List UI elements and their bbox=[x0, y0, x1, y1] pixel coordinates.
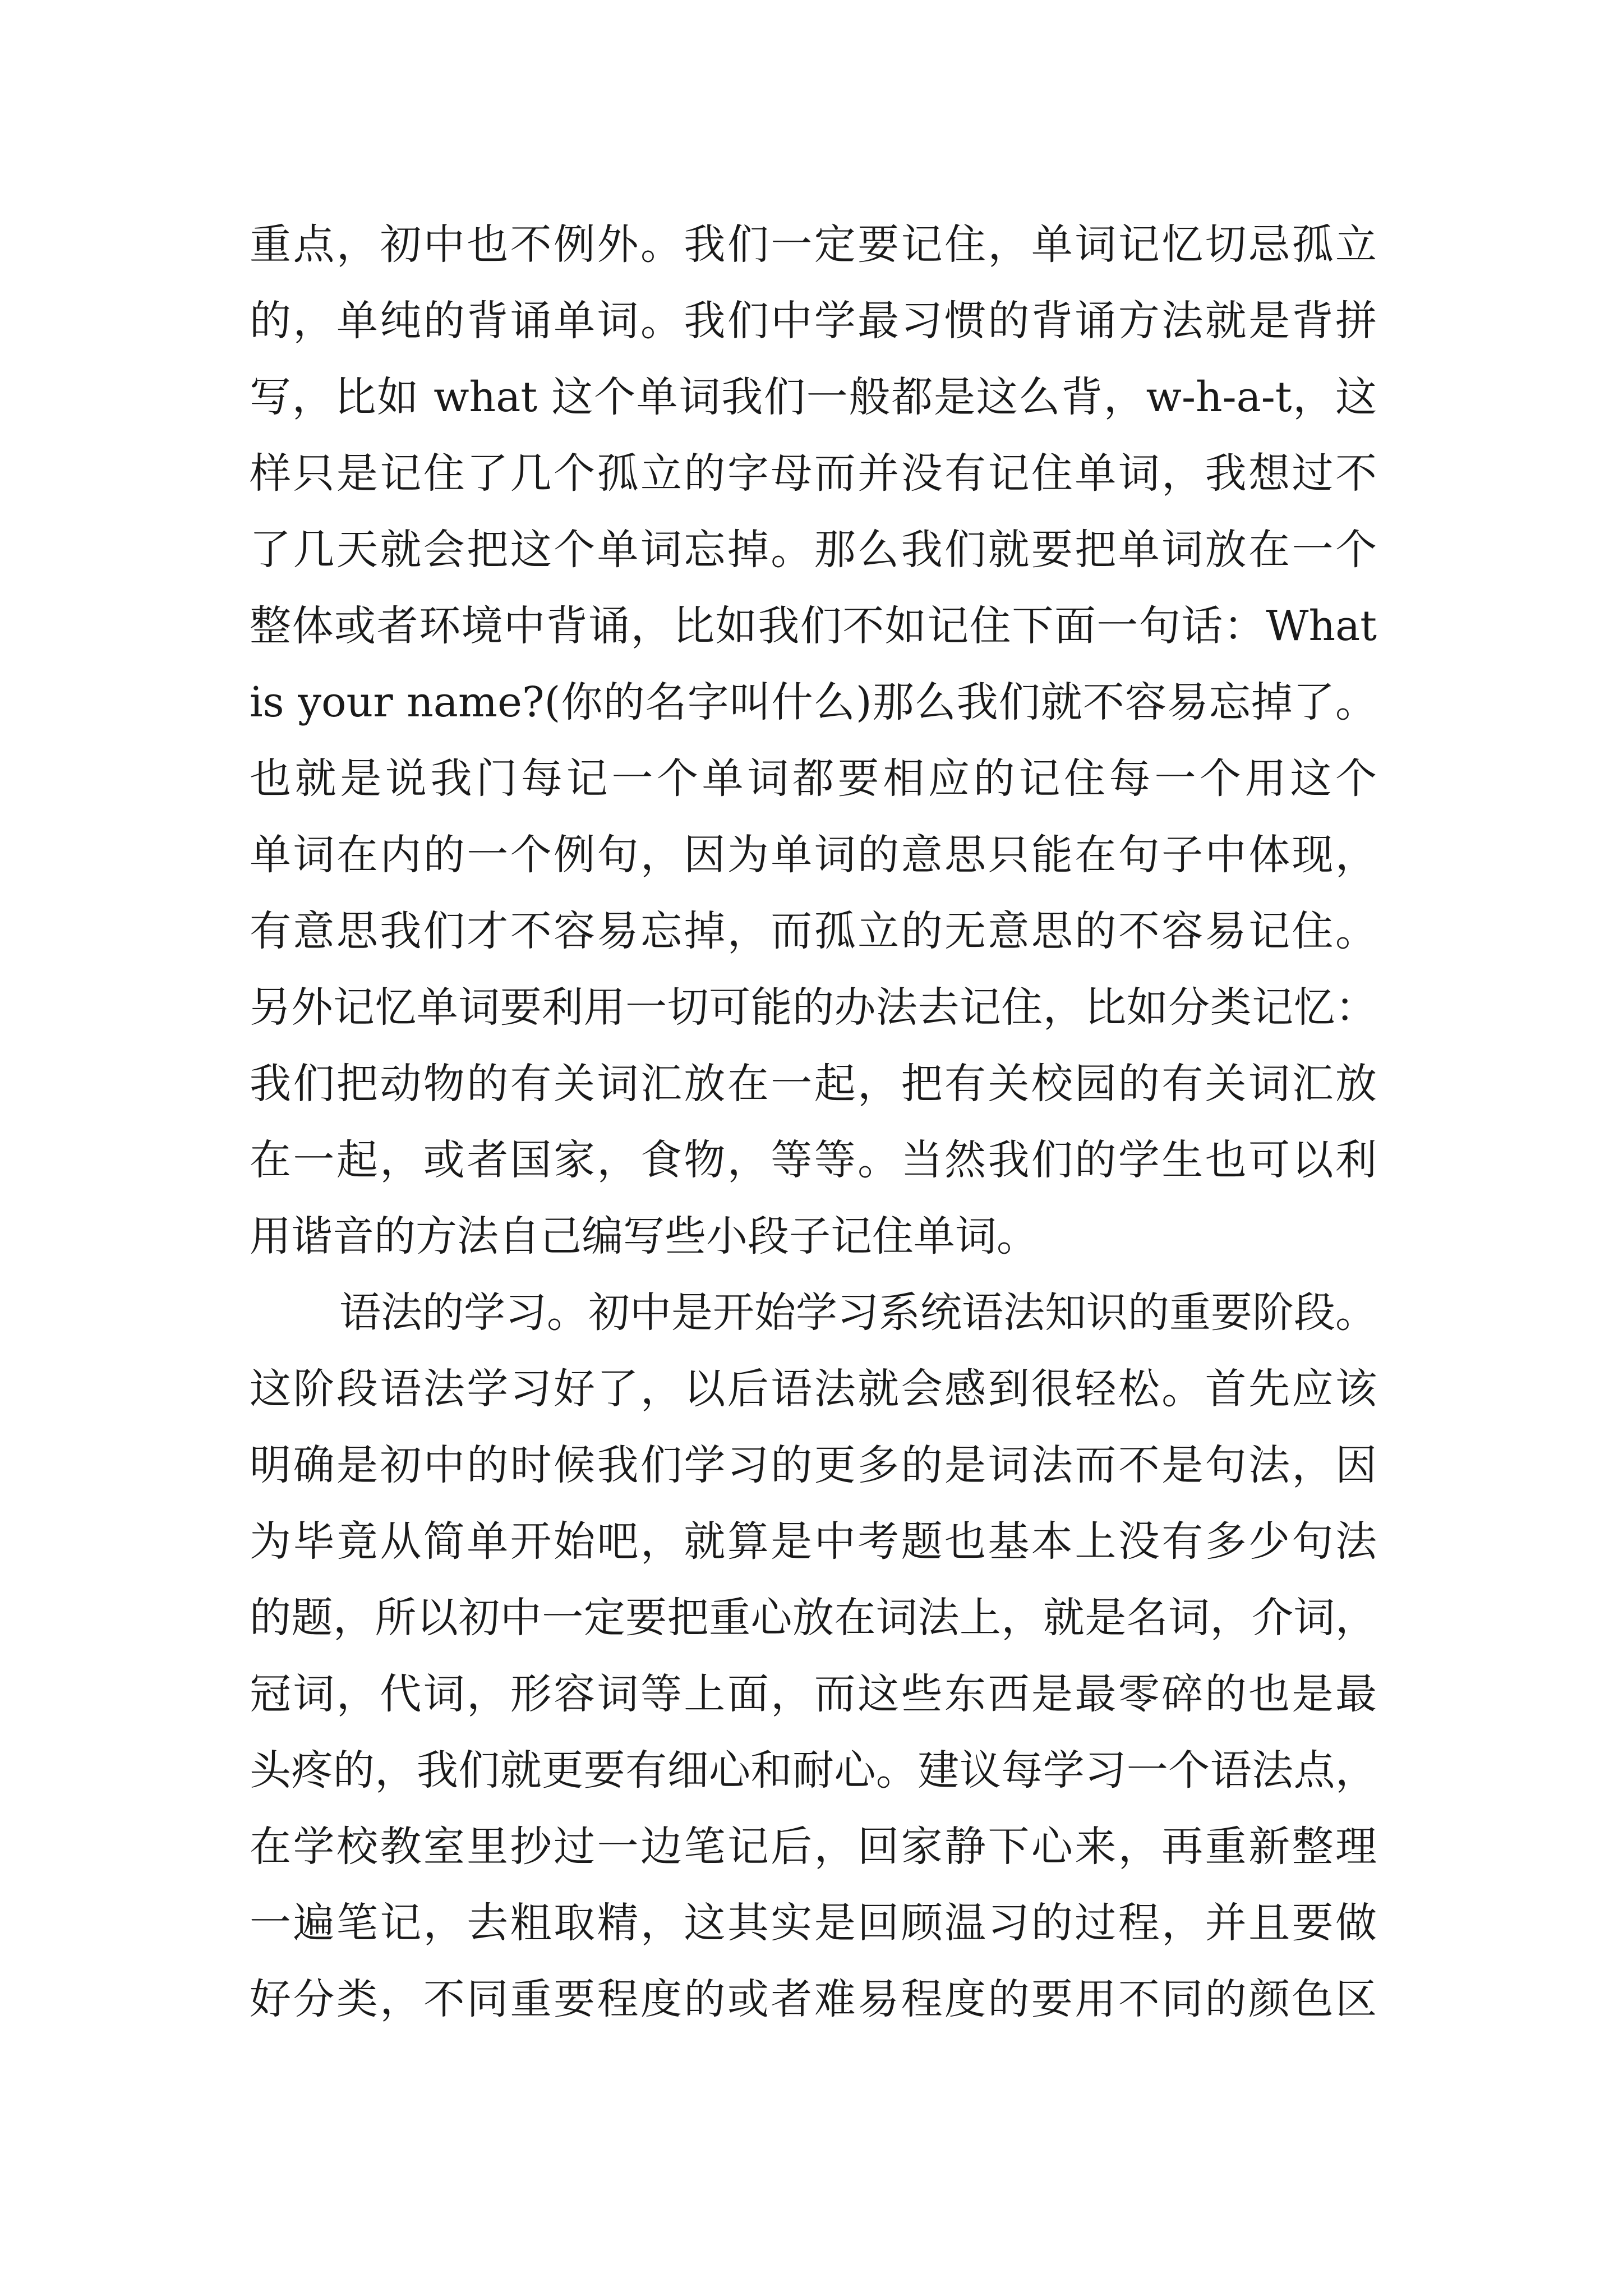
text-line: 写，比如 what 这个单词我们一般都是这么背，w-h-a-t，这 bbox=[250, 373, 1377, 421]
text-line: 我们把动物的有关词汇放在一起，把有关校园的有关词汇放 bbox=[250, 1060, 1377, 1108]
text-line: 有意思我们才不容易忘掉，而孤立的无意思的不容易记住。 bbox=[250, 907, 1377, 955]
text-line: 样只是记住了几个孤立的字母而并没有记住单词，我想过不 bbox=[250, 449, 1377, 498]
text-line: is your name?(你的名字叫什么)那么我们就不容易忘掉了。 bbox=[250, 678, 1377, 726]
text-line: 在一起，或者国家，食物，等等。当然我们的学生也可以利 bbox=[250, 1136, 1377, 1184]
text-line: 为毕竟从简单开始吧，就算是中考题也基本上没有多少句法 bbox=[250, 1517, 1377, 1566]
text-line: 整体或者环境中背诵，比如我们不如记住下面一句话：What bbox=[250, 602, 1377, 650]
text-line: 用谐音的方法自己编写些小段子记住单词。 bbox=[250, 1212, 1038, 1260]
paragraph-start-line: 语法的学习。初中是开始学习系统语法知识的重要阶段。 bbox=[339, 1289, 1377, 1337]
text-line: 另外记忆单词要利用一切可能的办法去记住，比如分类记忆： bbox=[250, 983, 1377, 1032]
body-text bbox=[250, 206, 1377, 2037]
text-line: 也就是说我门每记一个单词都要相应的记住每一个用这个 bbox=[250, 754, 1377, 803]
text-line: 的题，所以初中一定要把重心放在词法上，就是名词，介词， bbox=[250, 1594, 1377, 1642]
text-line: 头疼的，我们就更要有细心和耐心。建议每学习一个语法点， bbox=[250, 1746, 1377, 1795]
text-line: 冠词，代词，形容词等上面，而这些东西是最零碎的也是最 bbox=[250, 1670, 1377, 1718]
text-line: 单词在内的一个例句，因为单词的意思只能在句子中体现， bbox=[250, 831, 1377, 879]
text-line: 一遍笔记，去粗取精，这其实是回顾温习的过程，并且要做 bbox=[250, 1899, 1377, 1947]
text-line: 了几天就会把这个单词忘掉。那么我们就要把单词放在一个 bbox=[250, 526, 1377, 574]
text-line: 的，单纯的背诵单词。我们中学最习惯的背诵方法就是背拼 bbox=[250, 297, 1377, 345]
text-line: 在学校教室里抄过一边笔记后，回家静下心来，再重新整理 bbox=[250, 1823, 1377, 1871]
text-line: 好分类，不同重要程度的或者难易程度的要用不同的颜色区 bbox=[250, 1975, 1377, 2023]
text-line: 重点，初中也不例外。我们一定要记住，单词记忆切忌孤立 bbox=[250, 220, 1377, 269]
text-line: 明确是初中的时候我们学习的更多的是词法而不是句法，因 bbox=[250, 1441, 1377, 1489]
text-line: 这阶段语法学习好了，以后语法就会感到很轻松。首先应该 bbox=[250, 1365, 1377, 1413]
